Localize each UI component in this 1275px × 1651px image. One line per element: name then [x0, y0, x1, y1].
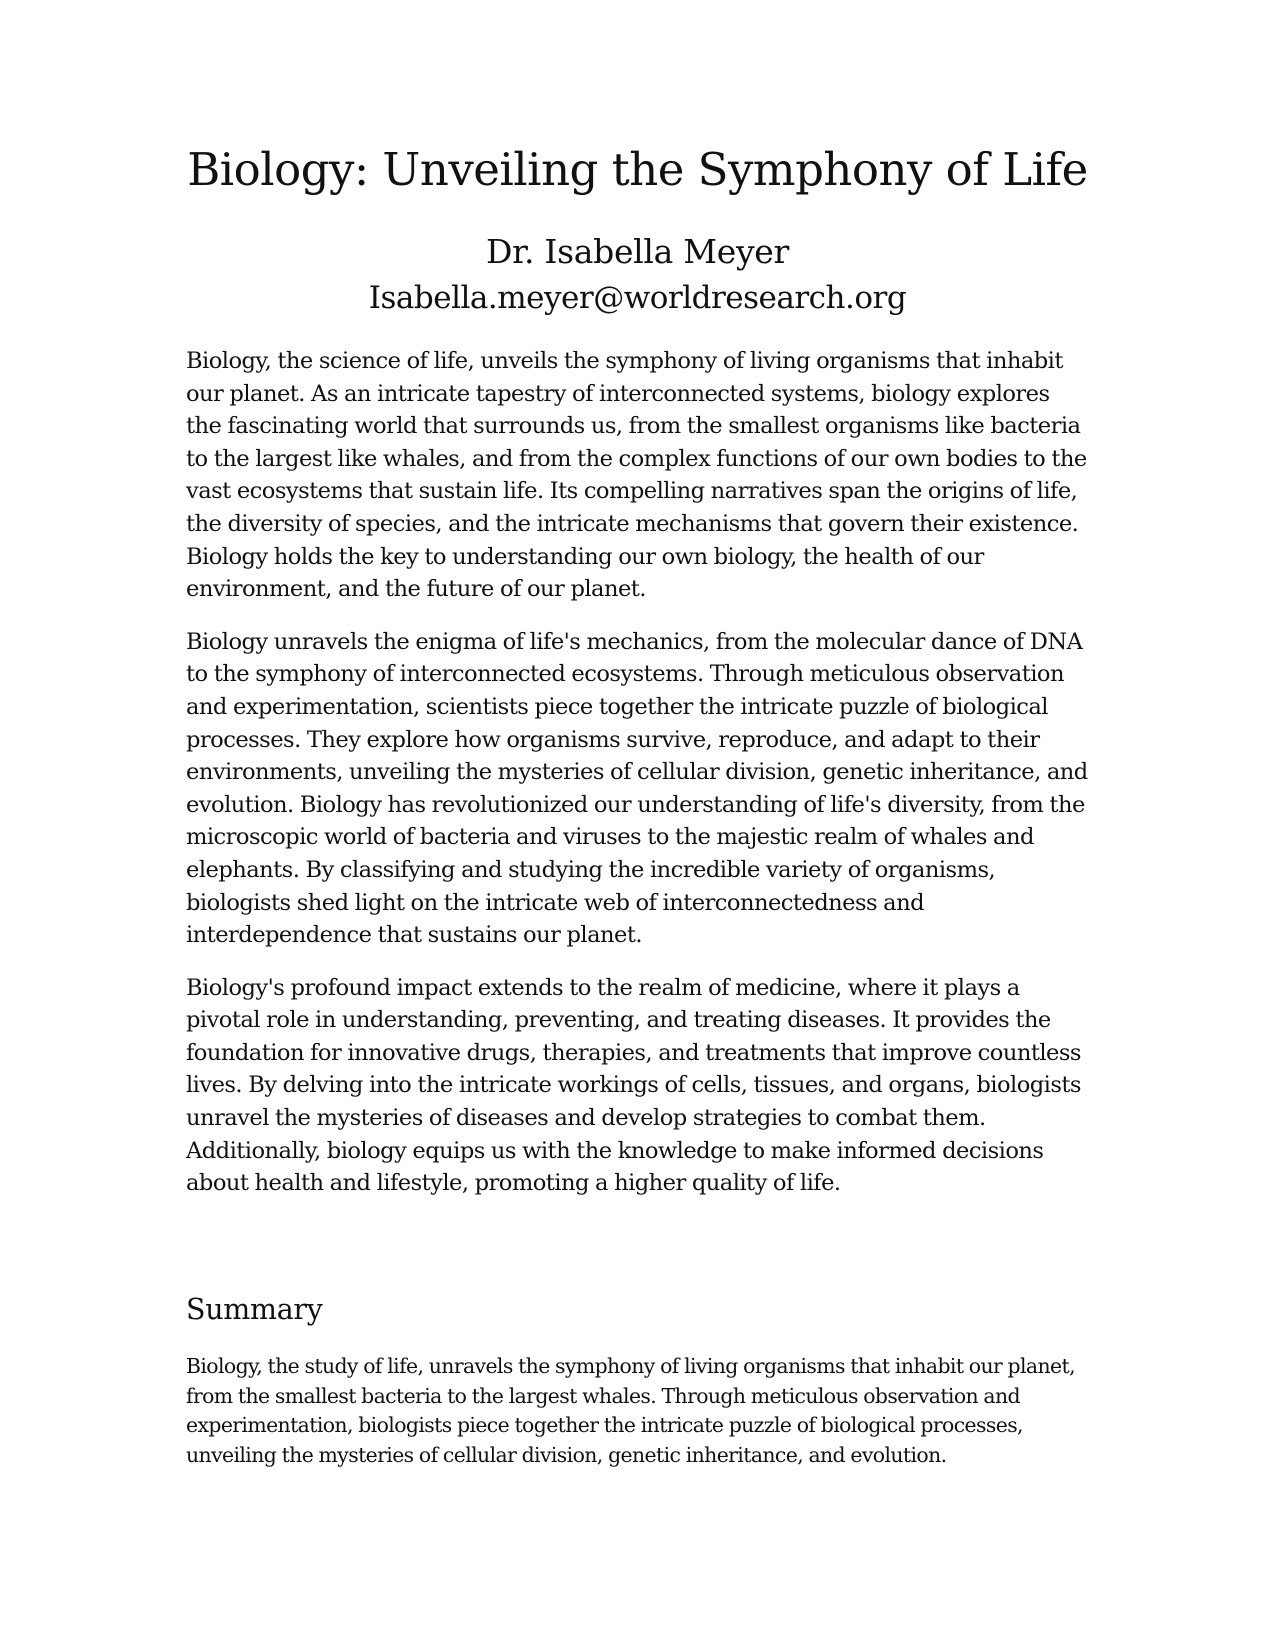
author-email: Isabella.meyer@worldresearch.org	[368, 280, 907, 316]
author-name: Dr. Isabella Meyer	[485, 232, 790, 271]
summary-text: Biology, the study of life, unravels the symphony of living organisms that inhabit our planet, from the smallest bacteria to the largest whales. Through meticulous observation and experimentation, biologists piece together the intricate puzzle of biological processes, unveiling the mysteries of cellular division, genetic inheritance, and evolution.	[186, 1354, 1075, 1468]
body-paragraph-1: Biology, the science of life, unveils the symphony of living organisms that inhabit our planet. As an intricate tapestry of interconnected systems, biology explores the fascinating world that surrounds us, from the smallest organisms like bacteria to the largest like whales, and from the complex functions of our own bodies to the vast ecosystems that sustain life. Its compelling narratives span the origins of life, the diversity of species, and the intricate mechanisms that govern their existence. Biology holds the key to understanding our own biology, the health of our environment, and the future of our planet.	[186, 348, 1087, 603]
summary-heading: Summary	[186, 1293, 323, 1326]
document-body	[186, 345, 1091, 1220]
body-paragraph-2: Biology unravels the enigma of life's mechanics, from the molecular dance of DNA to the symphony of interconnected ecosystems. Through meticulous observation and experimentation, scientists piece together the intricate puzzle of biological processes. They explore how organisms survive, reproduce, and adapt to their environments, unveiling the mysteries of cellular division, genetic inheritance, and evolution. Biology has revolutionized our understanding of life's diversity, from the microscopic world of bacteria and viruses to the majestic realm of whales and elephants. By classifying and studying the incredible variety of organisms, biologists shed light on the intricate web of interconnectedness and interdependence that sustains our planet.	[186, 628, 1088, 949]
document-title: Biology: Unveiling the Symphony of Life	[187, 143, 1088, 196]
body-paragraph-3: Biology's profound impact extends to the realm of medicine, where it plays a pivotal role in understanding, preventing, and treating diseases. It provides the foundation for innovative drugs, therapies, and treatments that improve countless lives. By delving into the intricate workings of cells, tissues, and organs, biologists unravel the mysteries of diseases and develop strategies to combat them. Additionally, biology equips us with the knowledge to make informed decisions about health and lifestyle, promoting a higher quality of life.	[186, 974, 1081, 1197]
